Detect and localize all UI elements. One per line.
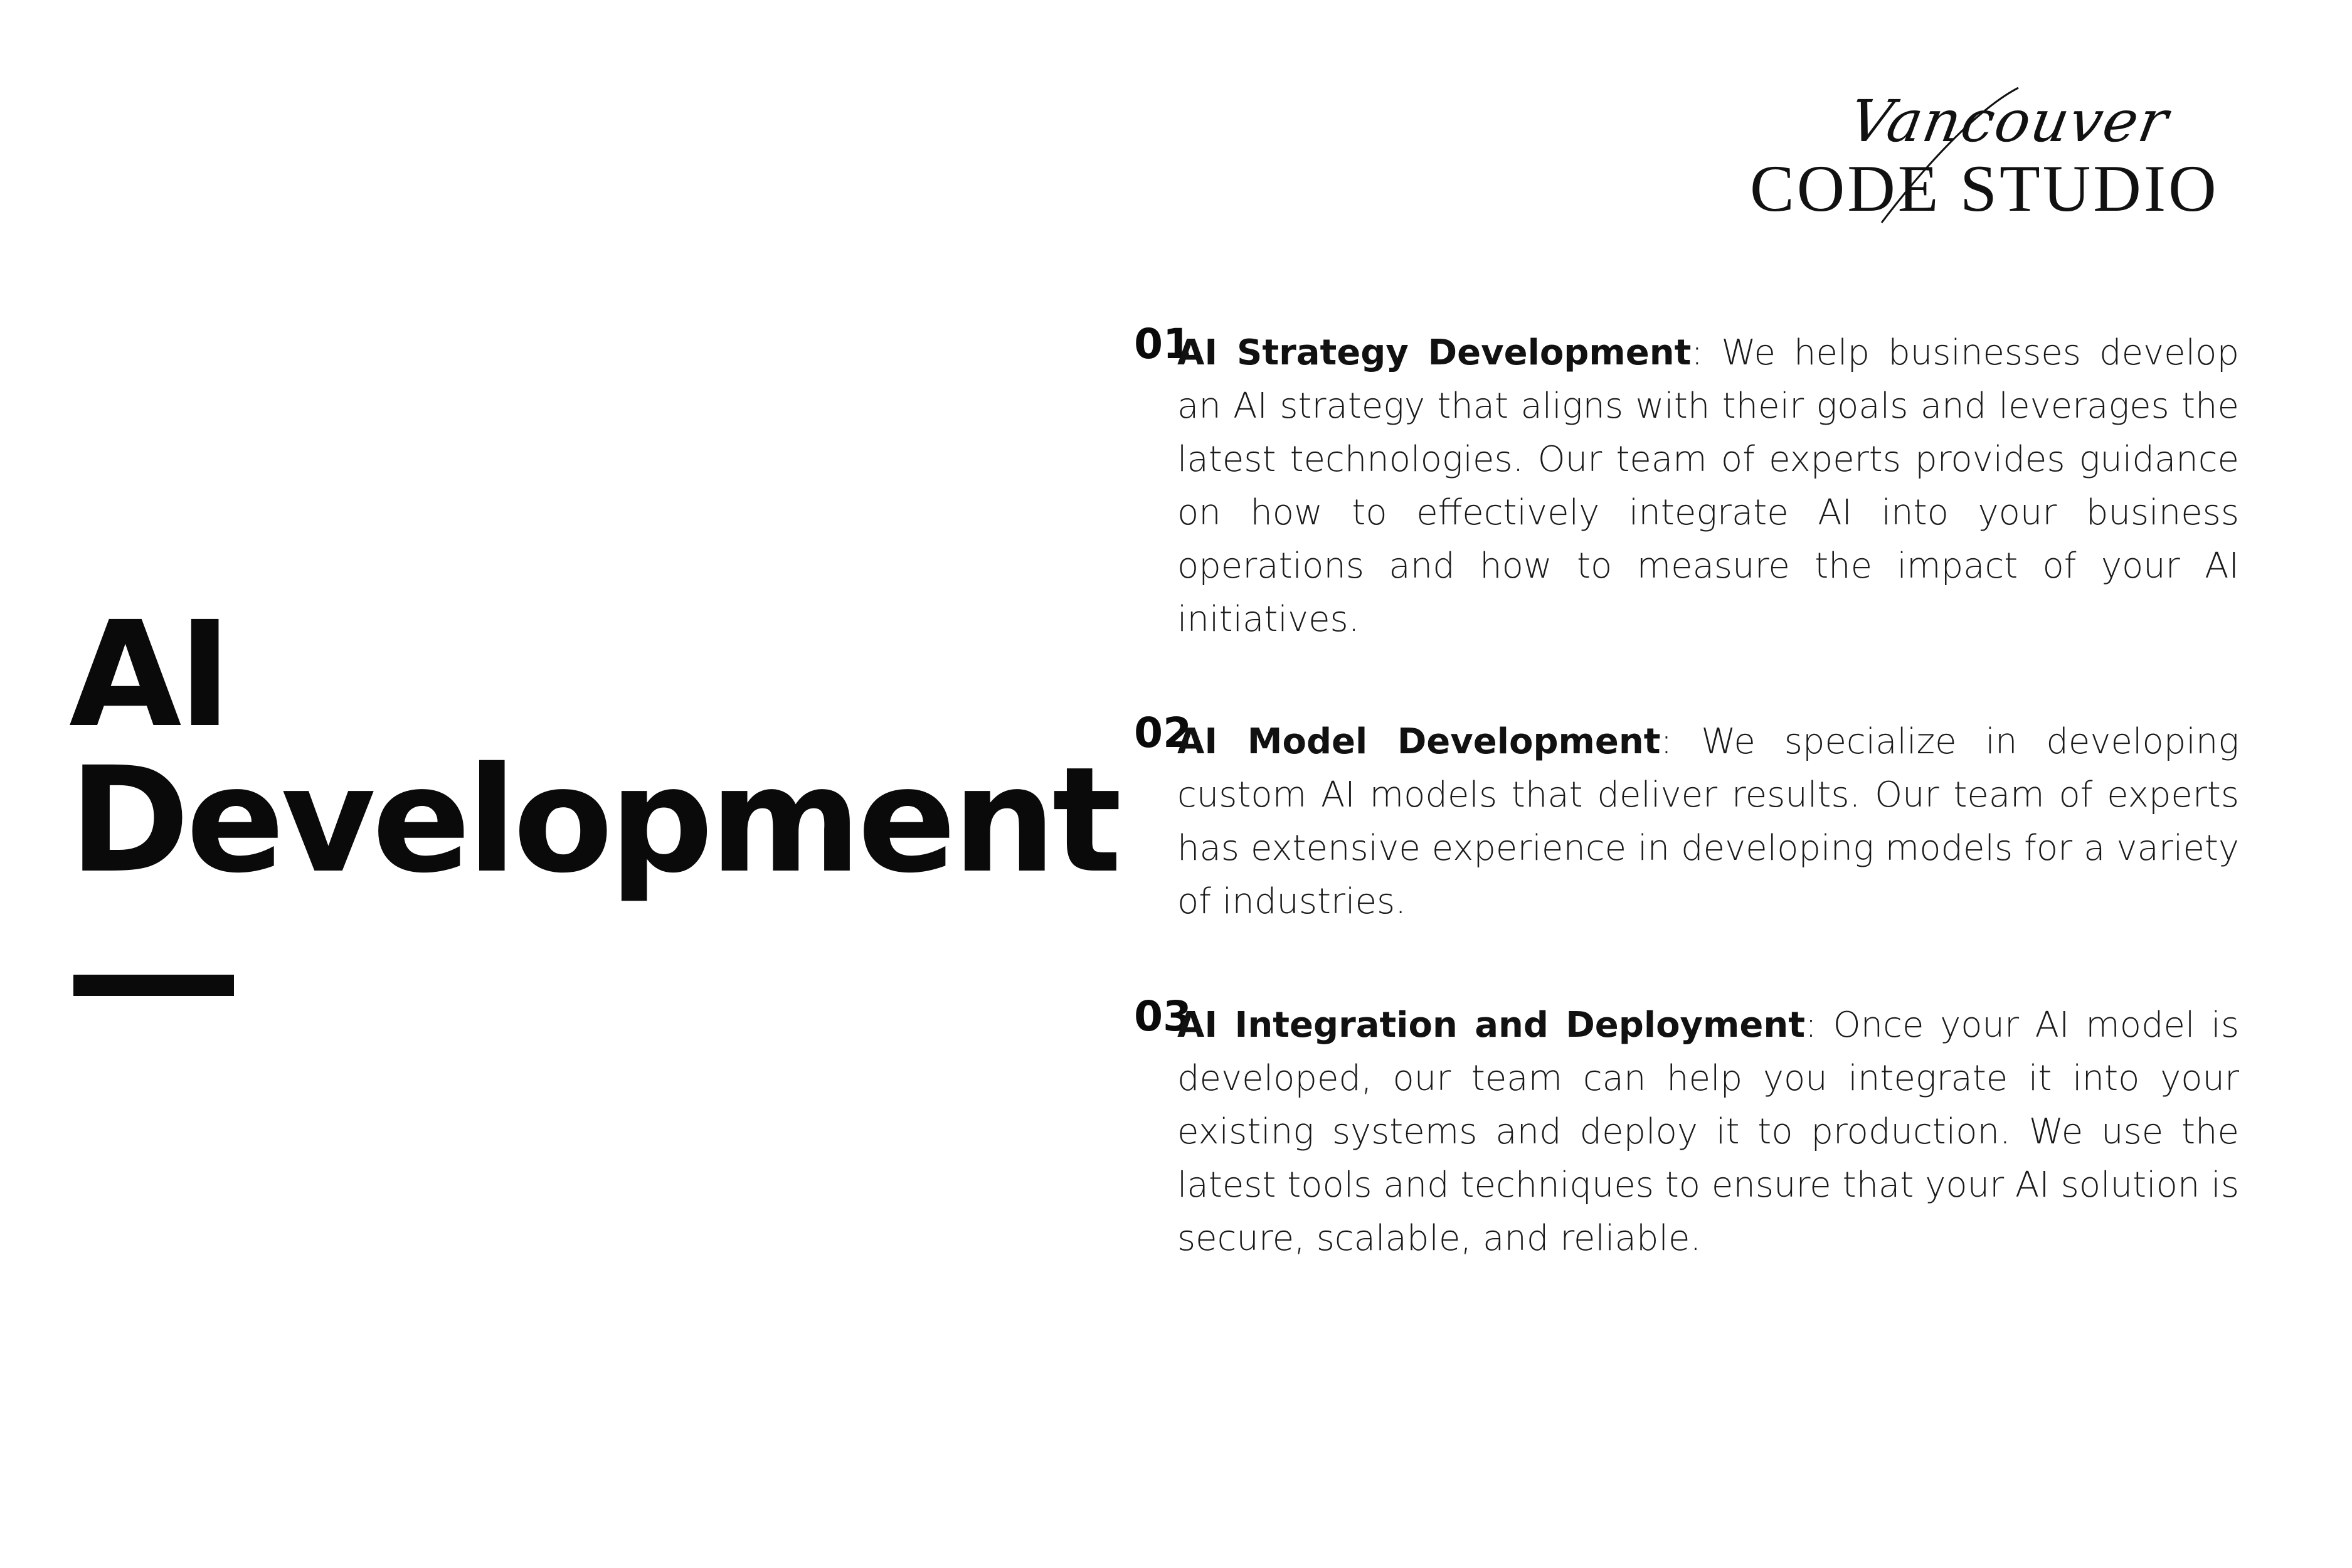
- service-body: We specialize in developing custom AI models that deliver results. Our team of experts has extensive experience in developing models for a variety of industries.: [1177, 721, 2239, 922]
- service-number: 03: [1134, 992, 1192, 1041]
- service-title: AI Strategy Development: [1177, 332, 1692, 373]
- service-body: We help businesses develop an AI strategy that aligns with their goals and leverages the latest technologies. Our team of experts provides guidance on how to effectively integrate AI into your business operations and how to measure the impact of your AI initiatives.: [1177, 332, 2239, 640]
- title-underline: [73, 975, 234, 996]
- service-description: [1177, 715, 2239, 928]
- logo-script-text: Vancouver: [1844, 88, 2175, 155]
- logo-main-text: CODE STUDIO: [1750, 152, 2219, 225]
- page-title: [69, 590, 1118, 905]
- service-number: 01: [1134, 320, 1192, 368]
- page-title-line-1: AI: [69, 590, 228, 760]
- service-title: AI Integration and Deployment: [1177, 1005, 1806, 1046]
- service-description: [1177, 326, 2239, 646]
- page-title-line-2: Development: [69, 736, 1118, 905]
- service-separator: :: [1805, 1005, 1817, 1046]
- service-separator: :: [1660, 721, 1673, 762]
- service-body: Once your AI model is developed, our team can help you integrate it into your existing systems and deploy it to production. We use the latest tools and techniques to ensure that your AI solution is secure, scalable, and reliable.: [1177, 1005, 2239, 1259]
- service-description: [1177, 999, 2239, 1265]
- brand-logo: [1750, 75, 2219, 226]
- service-separator: :: [1691, 332, 1703, 373]
- service-number: 02: [1134, 709, 1192, 757]
- service-title: AI Model Development: [1177, 721, 1661, 762]
